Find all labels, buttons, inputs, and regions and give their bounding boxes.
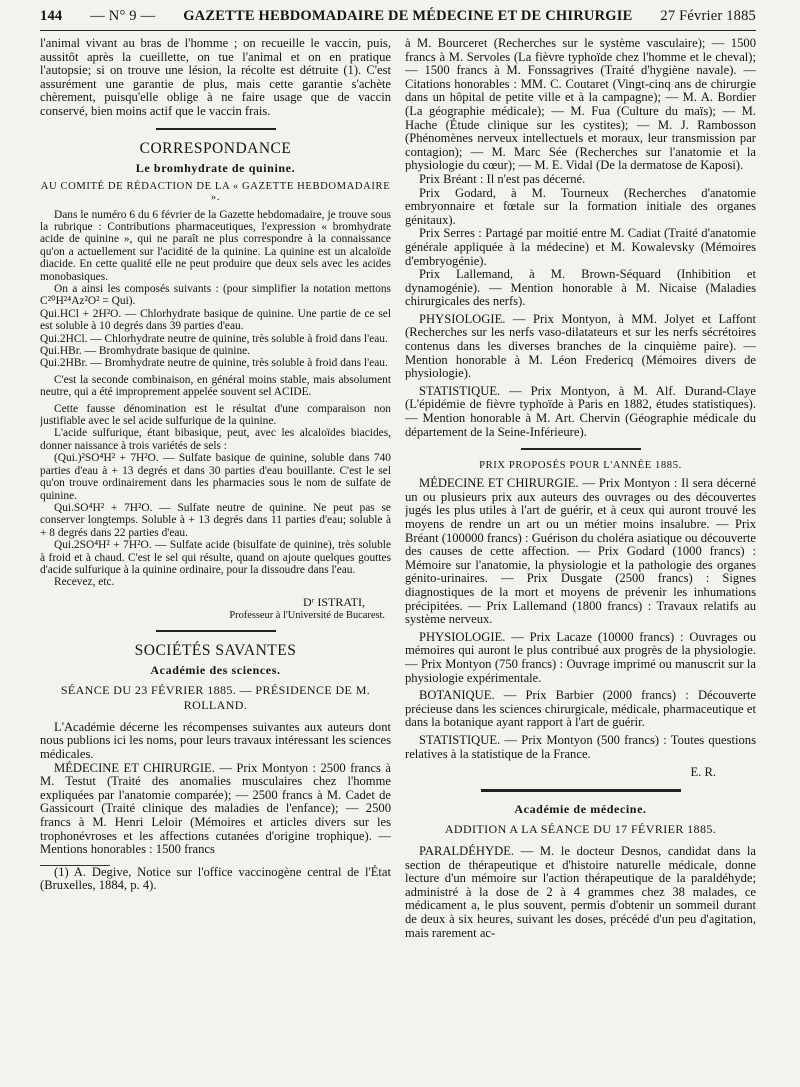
section-divider (481, 789, 681, 792)
societes-paragraph: L'Académie décerne les récompenses suivantes aux auteurs dont nous publions ici les noms, pour leurs travaux intéressant les sciences médicales. (40, 719, 391, 761)
corr-paragraph: Qui.2HBr. — Bromhydrate neutre de quinine, très soluble à froid dans l'eau. (40, 357, 388, 370)
corr-paragraph: Qui.HCl + 2H²O. — Chlorhydrate basique de quinine. Une partie de ce sel est soluble à 10 degrés dans 39 parties d'eau. (40, 307, 391, 333)
author-initials: E. R. (690, 765, 716, 780)
signature-title: Professeur à l'Université de Bucarest. (229, 609, 385, 621)
left-column (40, 37, 391, 1077)
corr-paragraph: On a ainsi les composés suivants : (pour simplifier la notation mettons C²⁰H²⁴Az²O² = Qui). (40, 283, 391, 308)
corr-paragraph: Dans le numéro 6 du 6 février de la Gazette hebdomadaire, je trouve sous la rubrique : Contributions pharmaceutiques, l'expression « bromhydrate acide de quinine », qui ne paraît ne plus correspondre à la connaissance qu'on a actuellement sur l'acidité de la quinine. La quinine est un alcaloïde diacide. En cette qualité elle ne peut produire que deux sels avec les acides monobasiques. (40, 208, 391, 283)
corr-paragraph: Qui.2SO⁴H² + 7H²O. — Sulfate acide (bisulfate de quinine), très soluble à froid et à chaud. C'est le sel qui résulte, quand on ajoute quelques gouttes d'acide sulfurique à la quinine ordinaire, pour la dissoudre dans l'eau. (40, 539, 391, 576)
page-number: 144 (40, 8, 63, 24)
correspondance-subtitle: Le bromhydrate de quinine. (135, 160, 296, 175)
correspondance-address: AU COMITÉ DE RÉDACTION DE LA « GAZETTE HEBDOMADAIRE ». (40, 180, 391, 203)
proposed-prize-paragraph: BOTANIQUE. — Prix Barbier (2000 francs) : Découverte précieuse dans les sciences chirurgicale, médicale, pharmaceutique et dans la botanique ayant rapport à l'art de guérir. (405, 688, 756, 730)
corr-paragraph: Qui.HBr. — Bromhydrate basique de quinine. (40, 345, 251, 358)
correspondance-title: CORRESPONDANCE (139, 139, 292, 157)
proposed-prize-paragraph: PHYSIOLOGIE. — Prix Lacaze (10000 francs) : Ouvrages ou mémoires qui auront le plus contribué aux progrès de la physiologie. — Prix Montyon (750 francs) : Ouvrage imprimé ou manuscrit sur la physiologie expérimentale. (405, 629, 756, 685)
corr-paragraph: Qui.2HCl. — Chlorhydrate neutre de quinine, très soluble à froid dans l'eau. (40, 332, 388, 345)
corr-paragraph: Cette fausse dénomination est le résultat d'une comparaison non justifiable avec le sel acide sulfurique de la quinine. (40, 402, 391, 428)
addition-seance-line: ADDITION A LA SÉANCE DU 17 FÉVRIER 1885. (444, 822, 717, 837)
prize-paragraph: PHYSIOLOGIE. — Prix Montyon, à MM. Jolyet et Laffont (Recherches sur les nerfs vaso-dilatateurs et sur les nerfs sécrétoires contenus dans les diverses branches de la cinquième paire). — Mention honorable à M. Léon Fredericq (Mémoires divers de physiologie). (405, 311, 756, 381)
signature: Dʳ ISTRATI, (303, 594, 365, 609)
corr-paragraph: L'acide sulfurique, étant bibasique, peut, avec les alcaloïdes biacides, donner naissance à trois variétés de sels : (40, 427, 391, 452)
academie-medecine-title: Académie de médecine. (514, 802, 647, 817)
societes-subtitle: Académie des sciences. (150, 662, 281, 677)
corr-paragraph: C'est la seconde combinaison, en général moins stable, mais absolument neutre, qui a été improprement appelée souvent sel ACIDE. (40, 373, 391, 399)
prix-proposes-title: PRIX PROPOSÉS POUR L'ANNÉE 1885. (479, 460, 682, 472)
prize-paragraph: Prix Bréant : Il n'est pas décerné. (419, 171, 586, 186)
prize-paragraph: à M. Bourceret (Recherches sur le système vasculaire); — 1500 francs à M. Servoles (La fièvre typhoïde chez l'homme et le cheval); — 1500 francs à M. Fonssagrives (Traité d'hygiène navale). — Citations honorables : MM. C. Coutaret (Vingt-cinq ans de chirurgie dans un hôpital de petite ville et à la campagne); — M. A. Bordier (La géographie médicale); — M. Fua (Culture du maïs); — M. Hache (Étude clinique sur les cystites); — M. J. Rambosson (Phénomènes nerveux intellectuels et moraux, leur transmission par contagion); — M. Marc Sée (Recherches sur l'anatomie et la physiologie du cœur); — M. E. Vidal (De la dermatose de Kaposi). (405, 37, 756, 173)
corr-paragraph: (Qui.)²SO⁴H² + 7H²O. — Sulfate basique de quinine, soluble dans 740 parties d'eau à + 13 degrés et dans 30 parties d'eau bouillante. C'est le sel qu'on trouve ordinairement dans les pharmacies sous le nom de sulfate de quinine. (40, 452, 391, 502)
paraldehyde-paragraph: PARALDÉHYDE. — M. le docteur Desnos, candidat dans la section de thérapeutique et d'histoire naturelle médicale, donne lecture d'un mémoire sur l'action thérapeutique de la paraldéhyde; administré à la dose de 2 à 4 grammes chez 38 malades, ce médicament a, le plus souvent, permis d'obtenir un sommeil durant de deux à six heures, suivant les doses, précédé d'un peu d'agitation, mais rarement ac- (405, 844, 756, 940)
section-divider (156, 128, 276, 130)
societes-title: SOCIÉTÉS SAVANTES (134, 641, 297, 659)
seance-line: SÉANCE DU 23 FÉVRIER 1885. — PRÉSIDENCE DE M. ROLLAND. (60, 682, 371, 712)
prize-paragraph: Prix Serres : Partagé par moitié entre M. Cadiat (Traité d'anatomie générale appliquée à la médecine) et M. Kowalevsky (Mémoires d'embryogénie). (405, 226, 756, 268)
corr-paragraph: Qui.SO⁴H² + 7H²O. — Sulfate neutre de quinine. Ne peut pas se conserver longtemps. Soluble à + 13 degrés dans 11 parties d'eau; soluble à + 8 degrés dans 22 parties d'eau. (40, 501, 391, 539)
proposed-prize-paragraph: STATISTIQUE. — Prix Montyon (500 francs) : Toutes questions relatives à la statistique de la France. (405, 732, 756, 761)
prize-paragraph: Prix Lallemand, à M. Brown-Séquard (Inhibition et dynamogénie). — Mention honorable à M. Nicaise (Maladies chirurgicales des nerfs). (405, 267, 756, 309)
prize-paragraph: Prix Godard, à M. Tourneux (Recherches d'anatomie embryonnaire et fœtale sur la formation initiale des organes génitaux). (405, 185, 756, 227)
right-column (405, 37, 756, 1077)
corr-paragraph: Recevez, etc. (54, 576, 115, 589)
prize-paragraph: STATISTIQUE. — Prix Montyon, à M. Alf. Durand-Claye (L'épidémie de fièvre typhoïde à Paris en 1882, études statistiques). — Mention honorable à M. Art. Chervin (Géographie médicale du département de la Seine-Inférieure). (405, 383, 756, 439)
societes-paragraph: MÉDECINE ET CHIRURGIE. — Prix Montyon : 2500 francs à M. Testut (Traité des anomalies musculaires chez l'homme expliquées par l'anatomie comparée); — 2500 francs à M. Cadet de Gassicourt (Traité clinique des maladies de l'enfance); — 2500 francs à M. Henri Leloir (Mémoires et articles divers sur les trophonévroses et les affections cutanées d'origine trophique). — Mentions honorables : 1500 francs (40, 760, 391, 857)
section-divider (156, 630, 276, 632)
columns (40, 37, 756, 1077)
issue-date: 27 Février 1885 (660, 8, 756, 24)
section-divider (521, 448, 641, 450)
issue-number: — N° 9 — (90, 8, 156, 24)
page-header (40, 8, 756, 31)
proposed-prize-paragraph: MÉDECINE ET CHIRURGIE. — Prix Montyon : Il sera décerné un ou plusieurs prix aux auteurs des ouvrages ou des découvertes jugés les plus utiles à l'art de guérir, et à ceux qui auront trouvé les moyens de rendre un art ou un métier moins insalubre. — Prix Bréant (100000 francs) : Guérison du choléra asiatique ou découverte des causes de cette affection. — Prix Godard (1000 francs) : Mémoire sur l'anatomie, la physiologie et la pathologie des organes génito-urinaires. — Prix Dusgate (2500 francs) : Signes diagnostiques de la mort et moyens de prévenir les inhumations précipitées. — Prix Lallemand (1800 francs) : Travaux relatifs au système nerveux. (405, 476, 756, 627)
intro-paragraph: l'animal vivant au bras de l'homme ; on recueille le vaccin, puis, aussitôt après la cueillette, on tue l'animal et on en pratique l'autopsie; si on trouve une lésion, la récolte est détruite (1). C'est assurément une garantie de plus, mais cette garantie s'achète chèrement, puisqu'elle oblige à ne faire usage que de vaccin conservé, bien moins actif que le vaccin frais. (40, 37, 391, 118)
journal-title: GAZETTE HEBDOMADAIRE DE MÉDECINE ET DE CHIRURGIE (183, 8, 633, 24)
footnote: (1) A. Degive, Notice sur l'office vaccinogène central de l'État (Bruxelles, 1884, p. 4). (40, 864, 391, 893)
